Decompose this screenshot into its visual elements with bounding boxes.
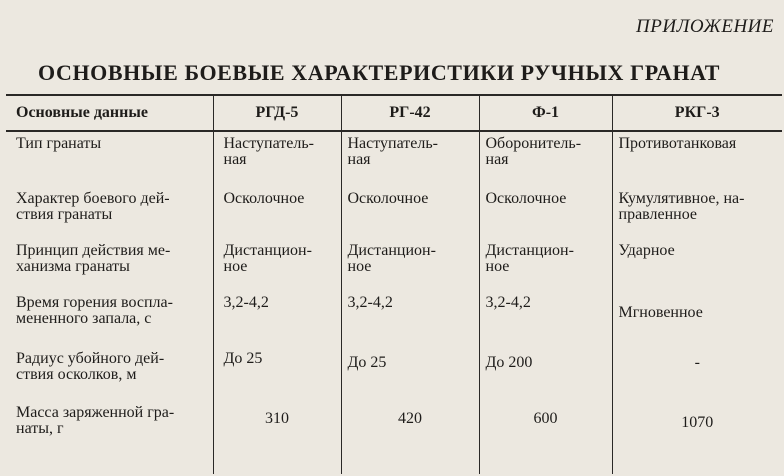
appendix-label: ПРИЛОЖЕНИЕ xyxy=(636,16,774,37)
cell-rg42: 3,2-4,2 xyxy=(341,291,479,347)
cell-rg42: 420 xyxy=(341,401,479,474)
table-row-mass xyxy=(6,401,782,474)
table-row-lethal-radius xyxy=(6,347,782,401)
cell-rkg3: Противотанковая xyxy=(618,135,737,152)
cell-f1: Оборонитель- ная xyxy=(479,131,612,187)
row-label: Масса заряженной гра- наты, г xyxy=(6,401,213,474)
cell-rgd5: 3,2-4,2 xyxy=(213,291,341,347)
grenade-specs-table xyxy=(6,94,782,474)
row-label: Время горения воспла- мененного запала, с xyxy=(6,291,213,347)
cell-rkg3: Кумулятивное, на- правленное xyxy=(618,190,745,223)
table-row-grenade-type xyxy=(6,131,782,187)
cell-rkg3: - xyxy=(694,354,700,371)
cell-f1: 3,2-4,2 xyxy=(479,291,612,347)
cell-f1: Дистанцион- ное xyxy=(479,239,612,291)
column-header-rkg3: РКГ-3 xyxy=(612,95,782,131)
cell-rg42: Дистанцион- ное xyxy=(341,239,479,291)
cell-rg42: Наступатель- ная xyxy=(341,131,479,187)
table-header-row xyxy=(6,95,782,131)
cell-rkg3: 1070 xyxy=(681,414,714,431)
cell-rgd5: До 25 xyxy=(213,347,341,401)
column-header-rgd5: РГД-5 xyxy=(213,95,341,131)
table-row-mechanism xyxy=(6,239,782,291)
cell-rgd5: Наступатель- ная xyxy=(213,131,341,187)
cell-rgd5: Дистанцион- ное xyxy=(213,239,341,291)
cell-f1: 600 xyxy=(479,401,612,474)
cell-f1: Осколочное xyxy=(479,187,612,239)
cell-rgd5: 310 xyxy=(213,401,341,474)
cell-rkg3: Мгновенное xyxy=(618,304,703,321)
document-title: ОСНОВНЫЕ БОЕВЫЕ ХАРАКТЕРИСТИКИ РУЧНЫХ ГРАНАТ xyxy=(38,60,720,85)
cell-rgd5: Осколочное xyxy=(213,187,341,239)
row-label: Тип гранаты xyxy=(6,131,213,187)
table-row-combat-action xyxy=(6,187,782,239)
row-label: Характер боевого дей- ствия гранаты xyxy=(6,187,213,239)
cell-rg42: Осколочное xyxy=(341,187,479,239)
row-label: Принцип действия ме- ханизма гранаты xyxy=(6,239,213,291)
row-label: Радиус убойного дей- ствия осколков, м xyxy=(6,347,213,401)
table-row-fuse-time xyxy=(6,291,782,347)
cell-f1: До 200 xyxy=(479,347,612,401)
cell-rkg3: Ударное xyxy=(618,242,675,259)
column-header-rg42: РГ-42 xyxy=(341,95,479,131)
column-header-f1: Ф-1 xyxy=(479,95,612,131)
column-header-parameters: Основные данные xyxy=(6,95,213,131)
cell-rg42: До 25 xyxy=(341,347,479,401)
